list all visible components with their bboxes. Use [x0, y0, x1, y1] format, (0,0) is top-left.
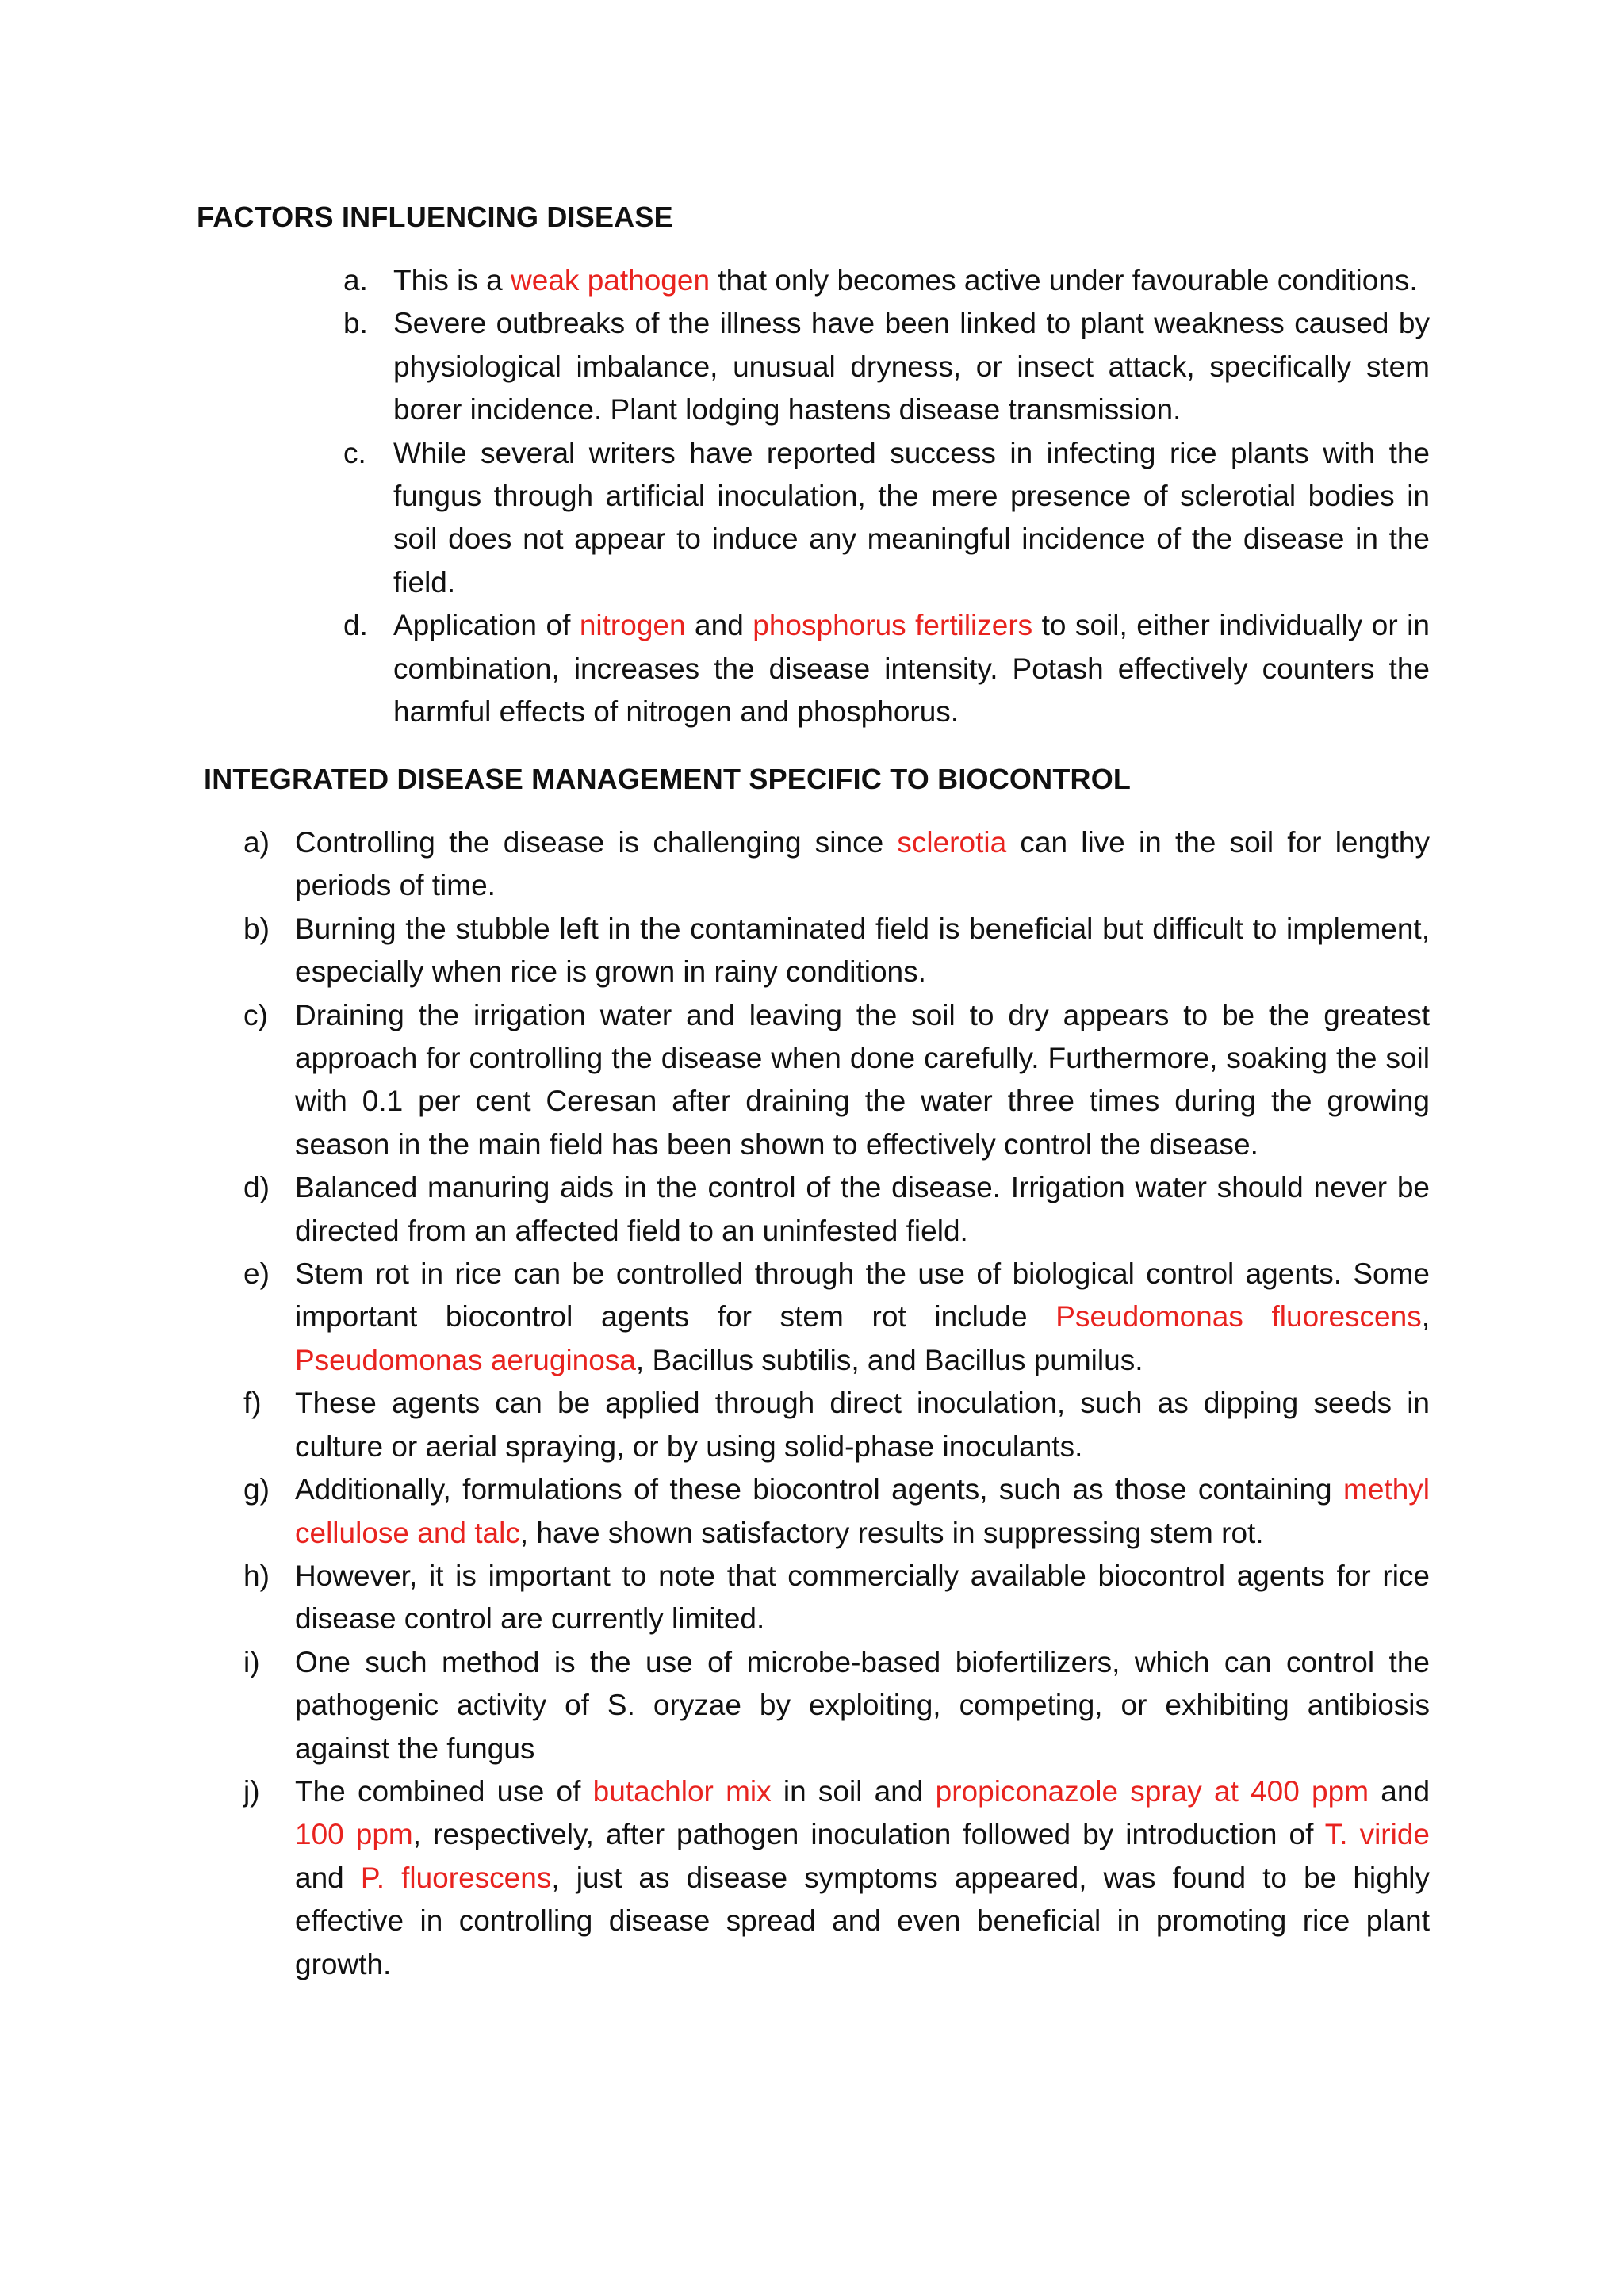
highlighted-text: sclerotia — [897, 826, 1007, 859]
item-text: that only becomes active under favourable conditions. — [710, 264, 1418, 297]
management-list — [243, 821, 1430, 1986]
section-heading-management: INTEGRATED DISEASE MANAGEMENT SPECIFIC TO BIOCONTROL — [204, 763, 1132, 795]
list-marker: b. — [343, 307, 368, 340]
section-heading-factors: FACTORS INFLUENCING DISEASE — [197, 201, 673, 233]
list-item — [243, 908, 1430, 994]
list-marker: e) — [243, 1257, 270, 1291]
item-text: These agents can be applied through direct inoculation, such as dipping seeds in culture or aerial spraying, or by using solid-phase inoculants. — [295, 1387, 1430, 1463]
item-text: Balanced manuring aids in the control of the disease. Irrigation water should never be directed from an affected field to an uninfested field. — [295, 1171, 1430, 1247]
highlighted-text: propiconazole spray at 400 ppm — [935, 1774, 1369, 1808]
list-marker: g) — [243, 1473, 270, 1506]
item-text: Application of — [393, 609, 580, 642]
highlighted-text: nitrogen — [579, 609, 686, 642]
list-item — [343, 432, 1430, 605]
list-item — [243, 1555, 1430, 1641]
list-item — [243, 821, 1430, 908]
list-marker: b) — [243, 912, 270, 945]
item-text: to soil, either individually or in combination, increases the disease intensity. Potash effectively counters the harmful effects of nitrogen and phosphorus. — [393, 609, 1430, 729]
item-text: This is a — [393, 264, 511, 297]
item-text: , — [1421, 1300, 1430, 1334]
list-marker: j) — [243, 1774, 260, 1808]
item-text: While several writers have reported success in infecting rice plants with the fungus through artificial inoculation, the mere presence of sclerotial bodies in soil does not appear to induce any meaningful incidence of the disease in the field. — [393, 436, 1430, 599]
highlighted-text: methyl cellulose and talc — [295, 1473, 1430, 1549]
item-text: , respectively, after pathogen inoculation followed by introduction of — [412, 1818, 1325, 1851]
highlighted-text: P. fluorescens — [360, 1861, 552, 1894]
list-marker: f) — [243, 1387, 262, 1420]
highlighted-text: 100 ppm — [295, 1818, 413, 1851]
highlighted-text: Pseudomonas fluorescens — [1055, 1300, 1422, 1334]
item-text: Draining the irrigation water and leaving the soil to dry appears to be the greatest approach for controlling the disease when done carefully. Furthermore, soaking the soil with 0.1 per cent Ceresan after draining the water three times during the growing season in the main field has been shown to effectively control the disease. — [295, 998, 1430, 1161]
list-item — [243, 1468, 1430, 1555]
item-text: One such method is the use of microbe-based biofertilizers, which can control the pathogenic activity of S. oryzae by exploiting, competing, or exhibiting antibiosis against the fungus — [295, 1645, 1430, 1765]
list-item — [343, 302, 1430, 431]
highlighted-text: butachlor mix — [592, 1774, 772, 1808]
item-text: Controlling the disease is challenging since — [295, 826, 898, 859]
item-text: and — [1369, 1774, 1431, 1808]
item-text: Burning the stubble left in the contaminated field is beneficial but difficult to implement, especially when rice is grown in rainy conditions. — [295, 912, 1430, 989]
item-text: and — [685, 609, 753, 642]
highlighted-text: Pseudomonas aeruginosa — [295, 1343, 636, 1376]
list-marker: i) — [243, 1645, 260, 1678]
item-text: However, it is important to note that commercially available biocontrol agents for rice disease control are currently limited. — [295, 1559, 1430, 1636]
highlighted-text: T. viride — [1324, 1818, 1430, 1851]
highlighted-text: weak pathogen — [511, 264, 710, 297]
item-text: can live in the soil for lengthy periods of time. — [295, 826, 1430, 902]
item-text: , have shown satisfactory results in suppressing stem rot. — [519, 1516, 1264, 1549]
list-item — [243, 1382, 1430, 1468]
item-text: , Bacillus subtilis, and Bacillus pumilus. — [635, 1343, 1143, 1376]
list-marker: a. — [343, 264, 368, 297]
item-text: , just as disease symptoms appeared, was found to be highly effective in controlling disease spread and even beneficial in promoting rice plant growth. — [295, 1861, 1431, 1980]
list-marker: a) — [243, 826, 270, 859]
list-marker: h) — [243, 1559, 270, 1592]
list-marker: c) — [243, 998, 268, 1031]
list-item — [243, 1770, 1430, 1986]
list-item — [243, 1253, 1430, 1382]
list-item — [343, 604, 1430, 733]
list-marker: c. — [343, 436, 366, 469]
list-item — [243, 1641, 1430, 1770]
item-text: The combined use of — [295, 1774, 593, 1808]
highlighted-text: phosphorus fertilizers — [753, 609, 1033, 642]
list-item — [243, 1166, 1430, 1253]
item-text: in soil and — [771, 1774, 936, 1808]
factors-list — [343, 259, 1430, 733]
item-text: Stem rot in rice can be controlled through the use of biological control agents. Some important biocontrol agents for stem rot include — [295, 1257, 1430, 1334]
list-item — [343, 259, 1430, 302]
list-item — [243, 994, 1430, 1167]
item-text: Additionally, formulations of these biocontrol agents, such as those containing — [295, 1473, 1344, 1506]
item-text: Severe outbreaks of the illness have been linked to plant weakness caused by physiological imbalance, unusual dryness, or insect attack, specifically stem borer incidence. Plant lodging hastens disease transmission. — [393, 307, 1430, 427]
item-text: and — [295, 1861, 361, 1894]
list-marker: d) — [243, 1171, 270, 1204]
list-marker: d. — [343, 609, 368, 642]
